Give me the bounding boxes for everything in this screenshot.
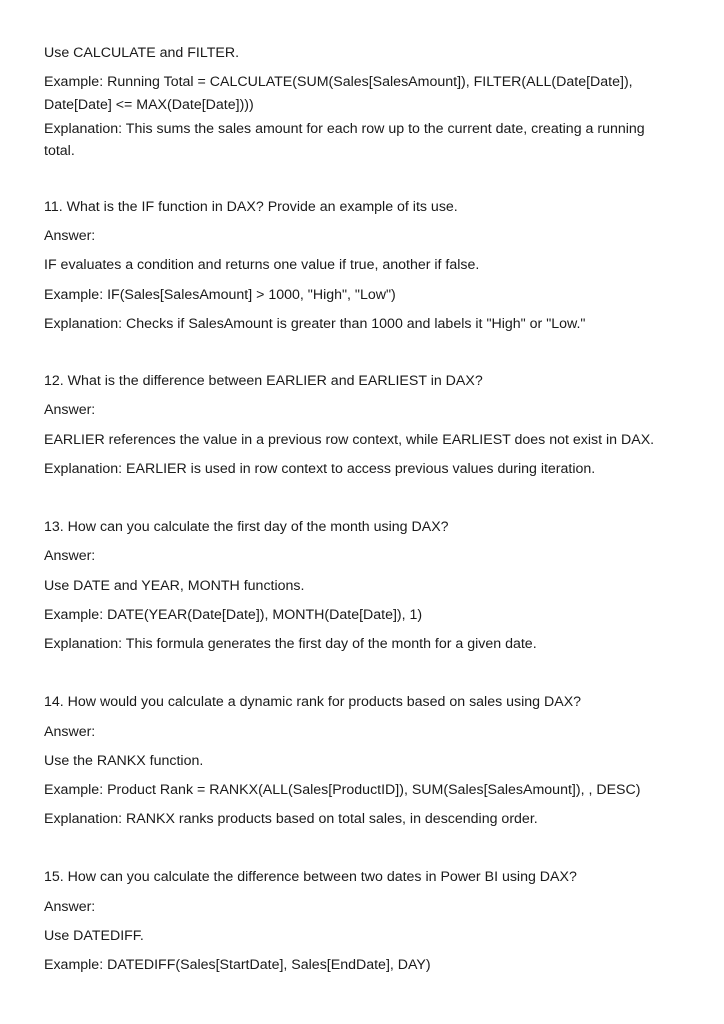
example-11: Example: IF(Sales[SalesAmount] > 1000, "High", "Low") xyxy=(44,287,396,303)
explanation-13: Explanation: This formula generates the first day of the month for a given date. xyxy=(44,636,537,652)
answer-11: IF evaluates a condition and returns one value if true, another if false. xyxy=(44,257,480,273)
answer-label-14: Answer: xyxy=(44,724,96,740)
question-12: 12. What is the difference between EARLIER and EARLIEST in DAX? xyxy=(44,373,483,389)
intro-explanation-line2: total. xyxy=(44,143,75,159)
intro-answer: Use CALCULATE and FILTER. xyxy=(44,45,240,61)
intro-explanation-line1: Explanation: This sums the sales amount for each row up to the current date, creating a running xyxy=(44,121,645,137)
example-14: Example: Product Rank = RANKX(ALL(Sales[ProductID]), SUM(Sales[SalesAmount]), , DESC) xyxy=(44,782,641,798)
answer-15: Use DATEDIFF. xyxy=(44,928,144,944)
answer-label-15: Answer: xyxy=(44,899,96,915)
answer-label-12: Answer: xyxy=(44,402,96,418)
example-15: Example: DATEDIFF(Sales[StartDate], Sales[EndDate], DAY) xyxy=(44,957,431,973)
intro-example-line2: Date[Date] <= MAX(Date[Date]))) xyxy=(44,97,254,113)
answer-label-13: Answer: xyxy=(44,548,96,564)
intro-example-line1: Example: Running Total = CALCULATE(SUM(Sales[SalesAmount]), FILTER(ALL(Date[Date]), xyxy=(44,74,633,90)
explanation-11: Explanation: Checks if SalesAmount is greater than 1000 and labels it "High" or "Low." xyxy=(44,316,586,332)
question-13: 13. How can you calculate the first day of the month using DAX? xyxy=(44,519,449,535)
explanation-12: Explanation: EARLIER is used in row context to access previous values during iteration. xyxy=(44,461,596,477)
answer-label-11: Answer: xyxy=(44,228,96,244)
question-14: 14. How would you calculate a dynamic rank for products based on sales using DAX? xyxy=(44,694,582,710)
answer-14: Use the RANKX function. xyxy=(44,753,204,769)
answer-12: EARLIER references the value in a previous row context, while EARLIEST does not exist in DAX. xyxy=(44,432,655,448)
answer-13: Use DATE and YEAR, MONTH functions. xyxy=(44,578,305,594)
example-13: Example: DATE(YEAR(Date[Date]), MONTH(Date[Date]), 1) xyxy=(44,607,423,623)
question-11: 11. What is the IF function in DAX? Provide an example of its use. xyxy=(44,199,458,215)
explanation-14: Explanation: RANKX ranks products based on total sales, in descending order. xyxy=(44,811,538,827)
question-15: 15. How can you calculate the difference between two dates in Power BI using DAX? xyxy=(44,869,577,885)
